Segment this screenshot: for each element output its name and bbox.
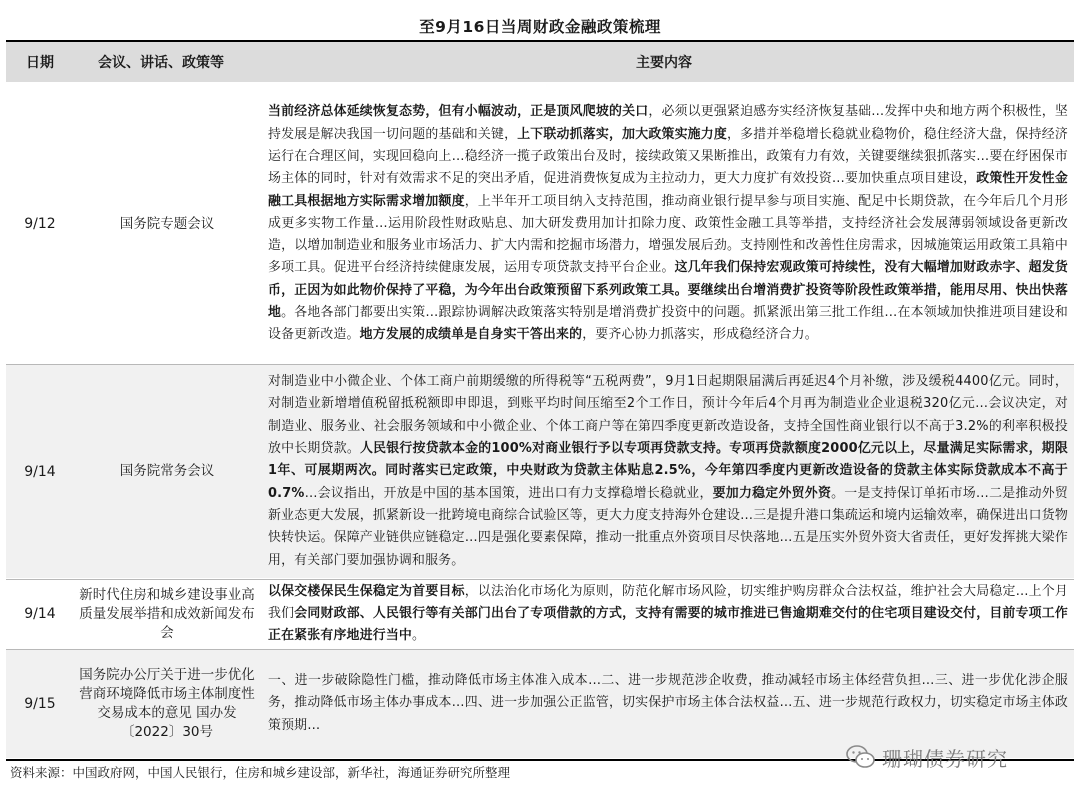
content-run: ，上半年开工项目纳入支持范围，推动商业银行提早参与项目实施、配足中长期贷款，在今年后几个月形成更多实物工作量…运用阶段性财政贴息、加大研发费用加计扣除力度、政策性金融工具等举措，支持经济社会发展薄弱领域设备更新改造，以增加制造业和服务业市场活力、扩大内需和挖掘市场潜力，增强发展后劲。支持刚性和改善性住房需求，因城施策运用政策工具箱中多项工具。促进平台经济持续健康发展，运用专项贷款支持平台企业。 (268, 193, 1069, 276)
content-run: ，要齐心协力抓落实，形成稳经济合力。 (582, 327, 818, 343)
content-bold-run: 上下联动抓落实，加大政策实施力度 (517, 126, 728, 142)
content-run: 。 (412, 628, 426, 644)
content-run: ，多措并举稳增长稳就业稳物价，稳住经济大盘，保持经济运行在合理区间，实现回稳向上…稳经济一揽子政策出台及时，接续政策又果断推出，政策有力有效，关键要继续狠抓落实…要在纾困保市场主体的同时，针对有效需求不足的突出矛盾，促进消费恢复成为主拉动力，更大力度扩有效投资…要加快重点项目建设， (268, 126, 1068, 187)
row-event: 国务院常务会议 (119, 463, 215, 479)
content-run: 。各地各部门都要出实策…跟踪协调解决政策落实特别是增消费扩投资中的问题。抓紧派出第三批工作组…在本领域加快推进项目建设和设备更新改造。 (268, 305, 1069, 343)
content-bold-run: 要加力稳定外贸外资 (712, 485, 832, 501)
content-bold-run: 以保交楼保民生保稳定为首要目标 (268, 583, 465, 599)
content-bold-run: 政策性开发性金融工具根据地方实际需求增加额度 (268, 171, 1068, 209)
table-row (6, 86, 1074, 362)
source-note: 资料来源：中国政府网，中国人民银行，住房和城乡建设部，新华社，海通证券研究所整理 (10, 765, 511, 780)
content-run: ，必须以更强紧迫感夯实经济恢复基础…发挥中央和地方两个积极性，坚持发展是解决我国一切问题的基础和关键， (268, 104, 1068, 142)
table-title: 至9月16日当周财政金融政策梳理 (419, 18, 661, 36)
table-header (6, 42, 1074, 82)
row-content (268, 581, 1068, 648)
row-date: 9/14 (24, 606, 56, 622)
wechat-icon (846, 744, 876, 770)
row-date: 9/12 (24, 216, 56, 232)
row-event: 国务院专题会议 (119, 215, 215, 232)
table-row (6, 365, 1074, 578)
header-content: 主要内容 (636, 55, 692, 71)
content-bold-run: 地方发展的成绩单是自身实干答出来的 (359, 327, 583, 343)
content-bold-run: 会同财政部、人民银行等有关部门出台了专项借款的方式，支持有需要的城市推进已售逾期难交付的住宅项目建设交付，目前专项工作正在紧张有序地进行当中 (268, 605, 1068, 644)
watermark-text: 珊瑚债券研究 (882, 746, 1008, 771)
header-event: 会议、讲话、政策等 (98, 55, 224, 71)
table-row (6, 580, 1074, 648)
row-content (268, 670, 1068, 737)
row-date: 9/14 (24, 463, 56, 480)
row-event: 新时代住房和城乡建设事业高质量发展举措和成效新闻发布会 (79, 586, 255, 641)
watermark (846, 740, 1008, 774)
row-event: 国务院办公厅关于进一步优化营商环境降低市场主体制度性交易成本的意见 国办发〔2022〕30号 (79, 667, 255, 740)
row-content (268, 371, 1068, 572)
header-date: 日期 (26, 55, 54, 71)
content-bold-run: 当前经济总体延续恢复态势，但有小幅波动，正是顶风爬坡的关口 (268, 104, 649, 120)
content-bold-run: 人民银行按贷款本金的100%对商业银行予以专项再贷款支持。专项再贷款额度2000亿元以上，尽量满足实际需求，期限1年、可展期两次。同时落实已定政策，中央财政为贷款主体贴息2.5%，今年第四季度内更新改造设备的贷款主体实际贷款成本不高于0.7% (268, 441, 1068, 501)
row-date: 9/15 (24, 696, 56, 712)
content-run: 一、进一步破除隐性门槛，推动降低市场主体准入成本…二、进一步规范涉企收费，推动减轻市场主体经营负担…三、进一步优化涉企服务，推动降低市场主体办事成本…四、进一步加强公正监管，切实保护市场主体合法权益…五、进一步规范行政权力，切实稳定市场主体政策预期… (268, 673, 1068, 733)
content-bold-run: 这几年我们保持宏观政策可持续性，没有大幅增加财政赤字、超发货币，正因为如此物价保持了平稳，为今年出台政策预留下系列政策工具。要继续出台增消费扩投资等阶段性政策举措，能用尽用、快出快落地 (268, 260, 1069, 321)
content-run: 。一是支持保订单拓市场…二是推动外贸新业态更大发展，抓紧新设一批跨境电商综合试验区等，更大力度支持海外仓建设…三是提升港口集疏运和境内运输效率，确保进出口货物快转快运。保障产业链供应链稳定…四是强化要素保障，推动一批重点外资项目尽快落地…五是压实外贸外资大省责任，更好发挥挑大梁作用，有关部门要加强协调和服务。 (268, 485, 1068, 568)
row-content (268, 101, 1068, 346)
content-run: …会议指出，开放是中国的基本国策，进出口有力支撑稳增长稳就业， (304, 485, 713, 501)
content-run: 对制造业中小微企业、个体工商户前期缓缴的所得税等“五税两费”，9月1日起期限届满后再延迟4个月补缴，涉及缓税4400亿元。同时，对制造业新增增值税留抵税额即申即退，到账平均时间压缩至2个工作日，预计今年后4个月再为制造业企业退税320亿元…会议决定，对制造业、服务业、社会服务领域和中小微企业、个体工商户等在第四季度更新改造设备，支持全国性商业银行以不高于3.2%的利率积极投放中长期贷款。 (268, 374, 1068, 457)
content-run: ，以法治化市场化为原则，防范化解市场风险，切实维护购房群众合法权益，维护社会大局稳定…上个月我们 (268, 583, 1069, 621)
